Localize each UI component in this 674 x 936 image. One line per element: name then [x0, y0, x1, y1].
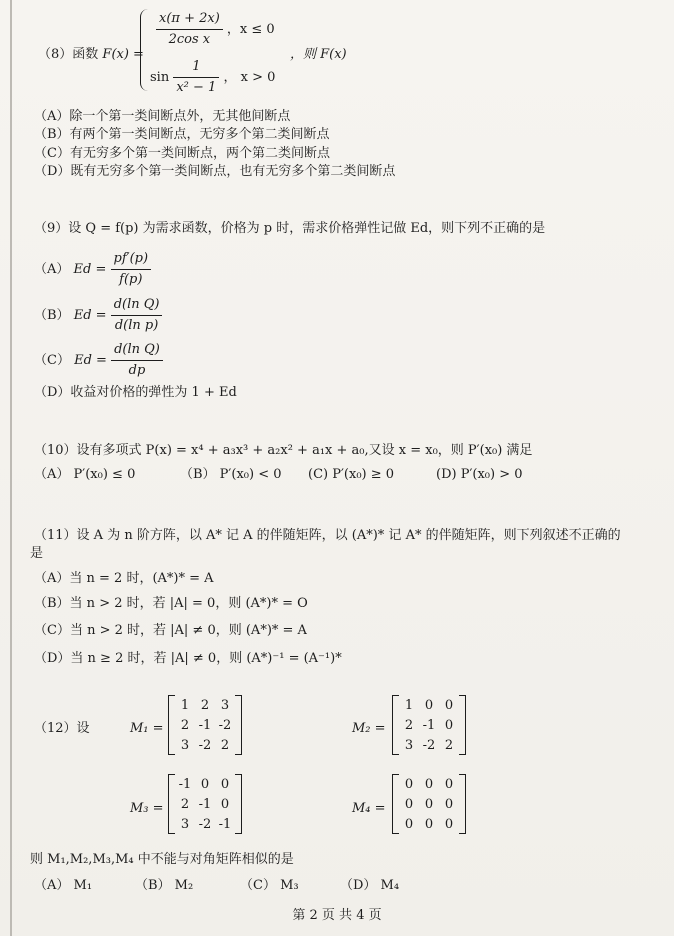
q8-option-a: （A）除一个第一类间断点外，无其他间断点 — [34, 109, 291, 124]
q11-stem-cont: 是 — [30, 546, 44, 561]
m3-cell: -1 — [178, 776, 192, 792]
q11-option-b: （B）当 n > 2 时，若 |A| = 0，则 (A*)* = O — [34, 596, 308, 611]
m3-row — [175, 814, 235, 834]
q9-option-c: （C） Ed = $\frac{\text{d(ln Q)}}{dp}$ — [34, 341, 163, 380]
q11-option-c: （C）当 n > 2 时，若 |A| ≠ 0，则 (A*)* = A — [34, 623, 307, 638]
m4-cell: 0 — [404, 816, 414, 832]
m2-row — [399, 715, 459, 735]
m2-cell: 0 — [424, 697, 434, 713]
q10-option-a: （A） P′(x₀) ≤ 0 — [34, 467, 136, 482]
q12-option-d: （D） M₄ — [340, 878, 400, 893]
m4-row — [399, 774, 459, 794]
m1-cell: 2 — [180, 717, 190, 733]
q8-option-b: （B）有两个第一类间断点，无穷多个第二类间断点 — [34, 127, 330, 142]
m3-cell: -2 — [198, 816, 212, 832]
m1-cell: 3 — [220, 697, 230, 713]
m2-cell: 0 — [444, 697, 454, 713]
q11-option-a: （A）当 n = 2 时，(A*)* = A — [34, 571, 214, 586]
m1-cell: 2 — [200, 697, 210, 713]
m1-row — [175, 715, 235, 735]
q12-label: （12）设 — [34, 721, 90, 736]
matrix-m3 — [168, 774, 242, 834]
m3-row — [175, 774, 235, 794]
m2-cell: -1 — [422, 717, 436, 733]
m3-cell: 2 — [180, 796, 190, 812]
page-footer: 第 2 页 共 4 页 — [292, 908, 382, 923]
q11-stem: （11）设 A 为 n 阶方阵，以 A* 记 A 的伴随矩阵，以 (A*)* 记 A* 的伴随矩阵，则下列叙述不正确的 — [34, 528, 621, 543]
m1-cell: -2 — [198, 737, 212, 753]
m4-row — [399, 794, 459, 814]
q9-option-d: （D）收益对价格的弹性为 1 + Ed — [34, 385, 237, 400]
q9-option-a: （A） Ed = $\frac{pf'(p)}{f(p)}$ — [34, 250, 151, 289]
q10-option-d: (D) P′(x₀) > 0 — [436, 467, 523, 482]
m2-cell: 2 — [404, 717, 414, 733]
m1-cell: 1 — [180, 697, 190, 713]
m4-cell: 0 — [444, 796, 454, 812]
q8-label: （8）函数 F(x) = — [38, 47, 144, 62]
q9-stem: （9）设 Q = f(p) 为需求函数，价格为 p 时，需求价格弹性记做 Ed，则下列不正确的是 — [34, 221, 546, 236]
m4-label: M₄ = — [352, 801, 386, 816]
m3-label: M₃ = — [130, 801, 164, 816]
m1-cell: -1 — [198, 717, 212, 733]
m2-row — [399, 735, 459, 755]
q12-option-c: （C） M₃ — [240, 878, 299, 893]
m3-cell: 0 — [220, 796, 230, 812]
matrix-m1 — [168, 695, 242, 755]
m3-cell: -1 — [218, 816, 232, 832]
m1-cell: -2 — [218, 717, 232, 733]
m1-cell: 3 — [180, 737, 190, 753]
q8-option-c: （C）有无穷多个第一类间断点，两个第二类间断点 — [34, 146, 330, 161]
q10-stem: （10）设有多项式 P(x) = x⁴ + a₃x³ + a₂x² + a₁x + a₀,又设 x = x₀，则 P′(x₀) 满足 — [34, 443, 533, 458]
q8-piece1: $\frac{x(\pi + 2x)}{\text{2cos x}}$ ，x ≤ 0 — [156, 10, 275, 49]
m3-cell: 0 — [220, 776, 230, 792]
q10-option-c: (C) P′(x₀) ≥ 0 — [308, 467, 395, 482]
m2-label: M₂ = — [352, 721, 386, 736]
m4-cell: 0 — [404, 796, 414, 812]
m2-cell: -2 — [422, 737, 436, 753]
q12-question: 则 M₁,M₂,M₃,M₄ 中不能与对角矩阵相似的是 — [30, 852, 294, 867]
m3-cell: 3 — [180, 816, 190, 832]
m4-cell: 0 — [424, 816, 434, 832]
m4-row — [399, 814, 459, 834]
q8-piece2: sin $\frac{1}{\text{x² − 1}}$ ， x > 0 — [150, 59, 276, 95]
m3-cell: -1 — [198, 796, 212, 812]
q9-option-b: （B） Ed = $\frac{\text{d(ln Q)}}{\text{d(ln p)}}$ — [34, 296, 162, 335]
m3-cell: 0 — [200, 776, 210, 792]
matrix-m2 — [392, 695, 466, 755]
m2-cell: 1 — [404, 697, 414, 713]
q8-then: ，则 F(x) — [290, 47, 347, 62]
m1-row — [175, 735, 235, 755]
m2-cell: 3 — [404, 737, 414, 753]
q12-option-b: （B） M₂ — [135, 878, 194, 893]
m4-cell: 0 — [444, 776, 454, 792]
matrix-m4 — [392, 774, 466, 834]
m4-cell: 0 — [444, 816, 454, 832]
q10-option-b: （B） P′(x₀) < 0 — [180, 467, 282, 482]
m1-row — [175, 695, 235, 715]
m3-row — [175, 794, 235, 814]
q11-option-d: （D）当 n ≥ 2 时，若 |A| ≠ 0，则 (A*)⁻¹ = (A⁻¹)* — [34, 651, 342, 666]
m1-cell: 2 — [220, 737, 230, 753]
m2-cell: 0 — [444, 717, 454, 733]
q8-option-d: （D）既有无穷多个第一类间断点，也有无穷多个第二类间断点 — [34, 164, 396, 179]
m2-cell: 2 — [444, 737, 454, 753]
m4-cell: 0 — [404, 776, 414, 792]
m4-cell: 0 — [424, 776, 434, 792]
m2-row — [399, 695, 459, 715]
m4-cell: 0 — [424, 796, 434, 812]
m1-label: M₁ = — [130, 721, 164, 736]
q12-option-a: （A） M₁ — [34, 878, 93, 893]
